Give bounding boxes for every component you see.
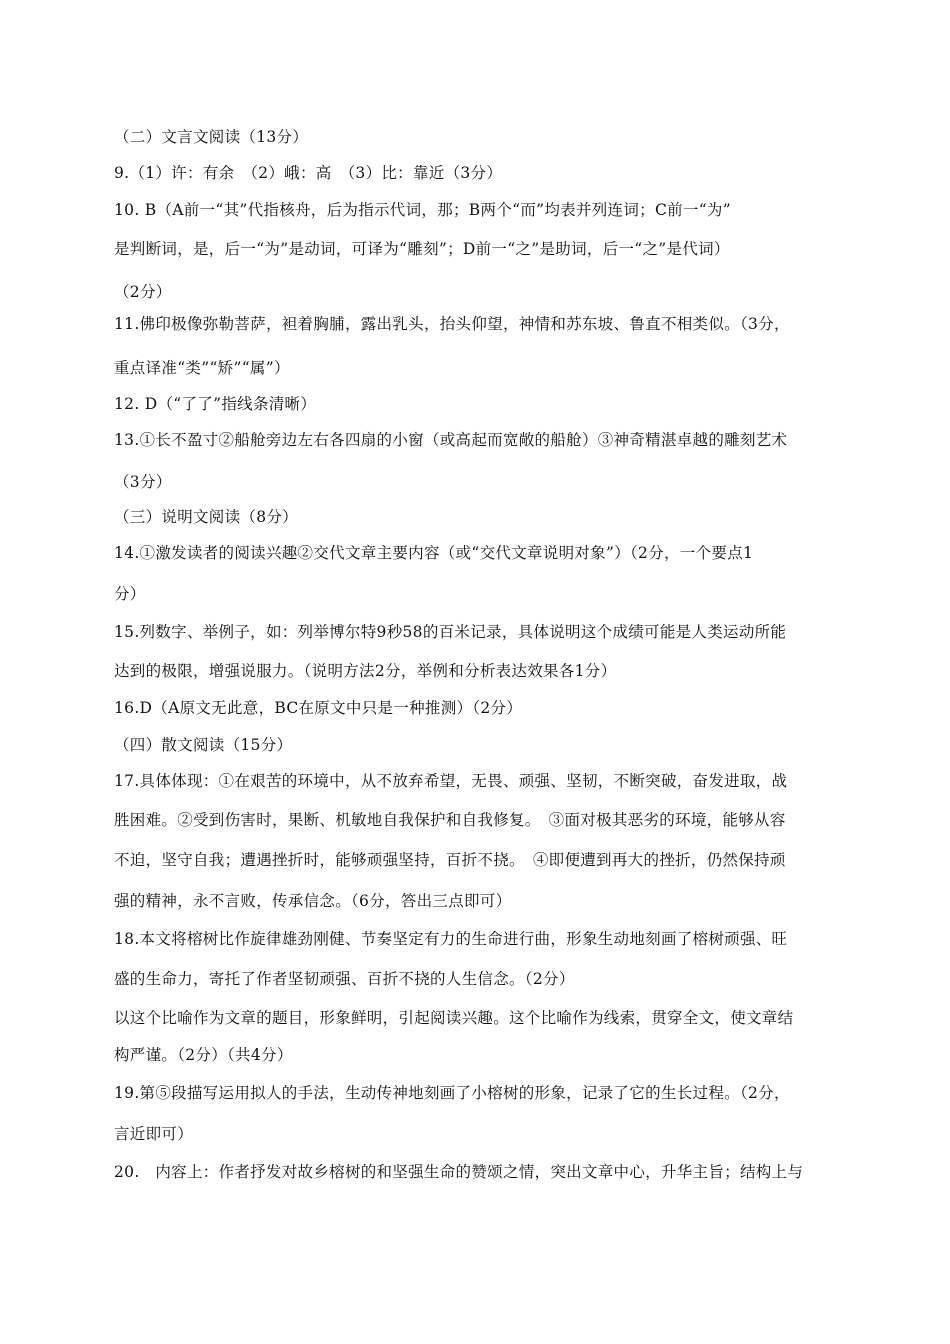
answer-20-line-1: 20. 内容上：作者抒发对故乡榕树的和坚强生命的赞颂之情，突出文章中心，升华主旨；结构上与 [114, 1163, 804, 1181]
answer-14-line-2: 分） [114, 585, 146, 603]
answer-19-line-1: 19.第⑤段描写运用拟人的手法，生动传神地刻画了小榕树的形象，记录了它的生长过程。（2分， [114, 1084, 790, 1102]
answer-15-line-1: 15.列数字、举例子，如：列举博尔特9秒58的百米记录，具体说明这个成绩可能是人类运动所能 [114, 623, 787, 641]
answer-17-line-4: 强的精神，永不言败，传承信念。（6分，答出三点即可） [114, 892, 512, 910]
answer-10-line-3: （2分） [114, 283, 172, 301]
answer-18-line-4: 构严谨。（2分）（共4分） [114, 1046, 293, 1064]
answer-18-line-1: 18.本文将榕树比作旋律雄劲刚健、节奏坚定有力的生命进行曲，形象生动地刻画了榕树顽强、旺 [114, 930, 788, 948]
answer-12: 12. D（“了了”指线条清晰） [114, 395, 317, 413]
answer-11-line-2: 重点译准“类”“矫”“属”） [114, 359, 290, 377]
answer-16: 16.D（A原文无此意，BC在原文中只是一种推测）（2分） [114, 699, 523, 717]
answer-17-line-1: 17.具体体现：①在艰苦的环境中，从不放弃希望，无畏、顽强、坚韧，不断突破，奋发进取，战 [114, 772, 788, 790]
answer-17-line-2: 胜困难。②受到伤害时，果断、机敏地自我保护和自我修复。 ③面对极其恶劣的环境，能够从容 [114, 811, 786, 829]
section-heading-expository: （三）说明文阅读（8分） [114, 508, 298, 526]
section-heading-classical-chinese: （二）文言文阅读（13分） [114, 128, 309, 146]
answer-9: 9.（1）许：有余 （2）峨：高 （3）比：靠近（3分） [114, 164, 503, 182]
answer-10-line-2: 是判断词，是，后一“为”是动词，可译为“雕刻”；D前一“之”是助词，后一“之”是代词） [114, 240, 730, 258]
answer-18-line-3: 以这个比喻作为文章的题目，形象鲜明，引起阅读兴趣。这个比喻作为线索，贯穿全文，使文章结 [114, 1009, 794, 1027]
answer-15-line-2: 达到的极限，增强说服力。（说明方法2分，举例和分析表达效果各1分） [114, 662, 617, 680]
answer-10-line-1: 10. B（A前一“其”代指核舟，后为指示代词，那；B两个“而”均表并列连词；C前一“为” [114, 201, 731, 219]
answer-17-line-3: 不迫，坚守自我；遭遇挫折时，能够顽强坚持，百折不挠。 ④即便遭到再大的挫折，仍然保持顽 [114, 851, 786, 869]
answer-13-line-2: （3分） [114, 473, 172, 491]
answer-13-line-1: 13.①长不盈寸②船舱旁边左右各四扇的小窗（或高起而宽敞的船舱）③神奇精湛卓越的雕刻艺术 [114, 431, 788, 449]
answer-14-line-1: 14.①激发读者的阅读兴趣②交代文章主要内容（或“交代文章说明对象”）（2分，一个要点1 [114, 544, 754, 562]
section-heading-prose: （四）散文阅读（15分） [114, 736, 293, 754]
answer-19-line-2: 言近即可） [114, 1125, 194, 1143]
answer-11-line-1: 11.佛印极像弥勒菩萨，袒着胸脯，露出乳头，抬头仰望，神情和苏东坡、鲁直不相类似。（3分， [114, 315, 790, 333]
answer-18-line-2: 盛的生命力，寄托了作者坚韧顽强、百折不挠的人生信念。（2分） [114, 970, 575, 988]
